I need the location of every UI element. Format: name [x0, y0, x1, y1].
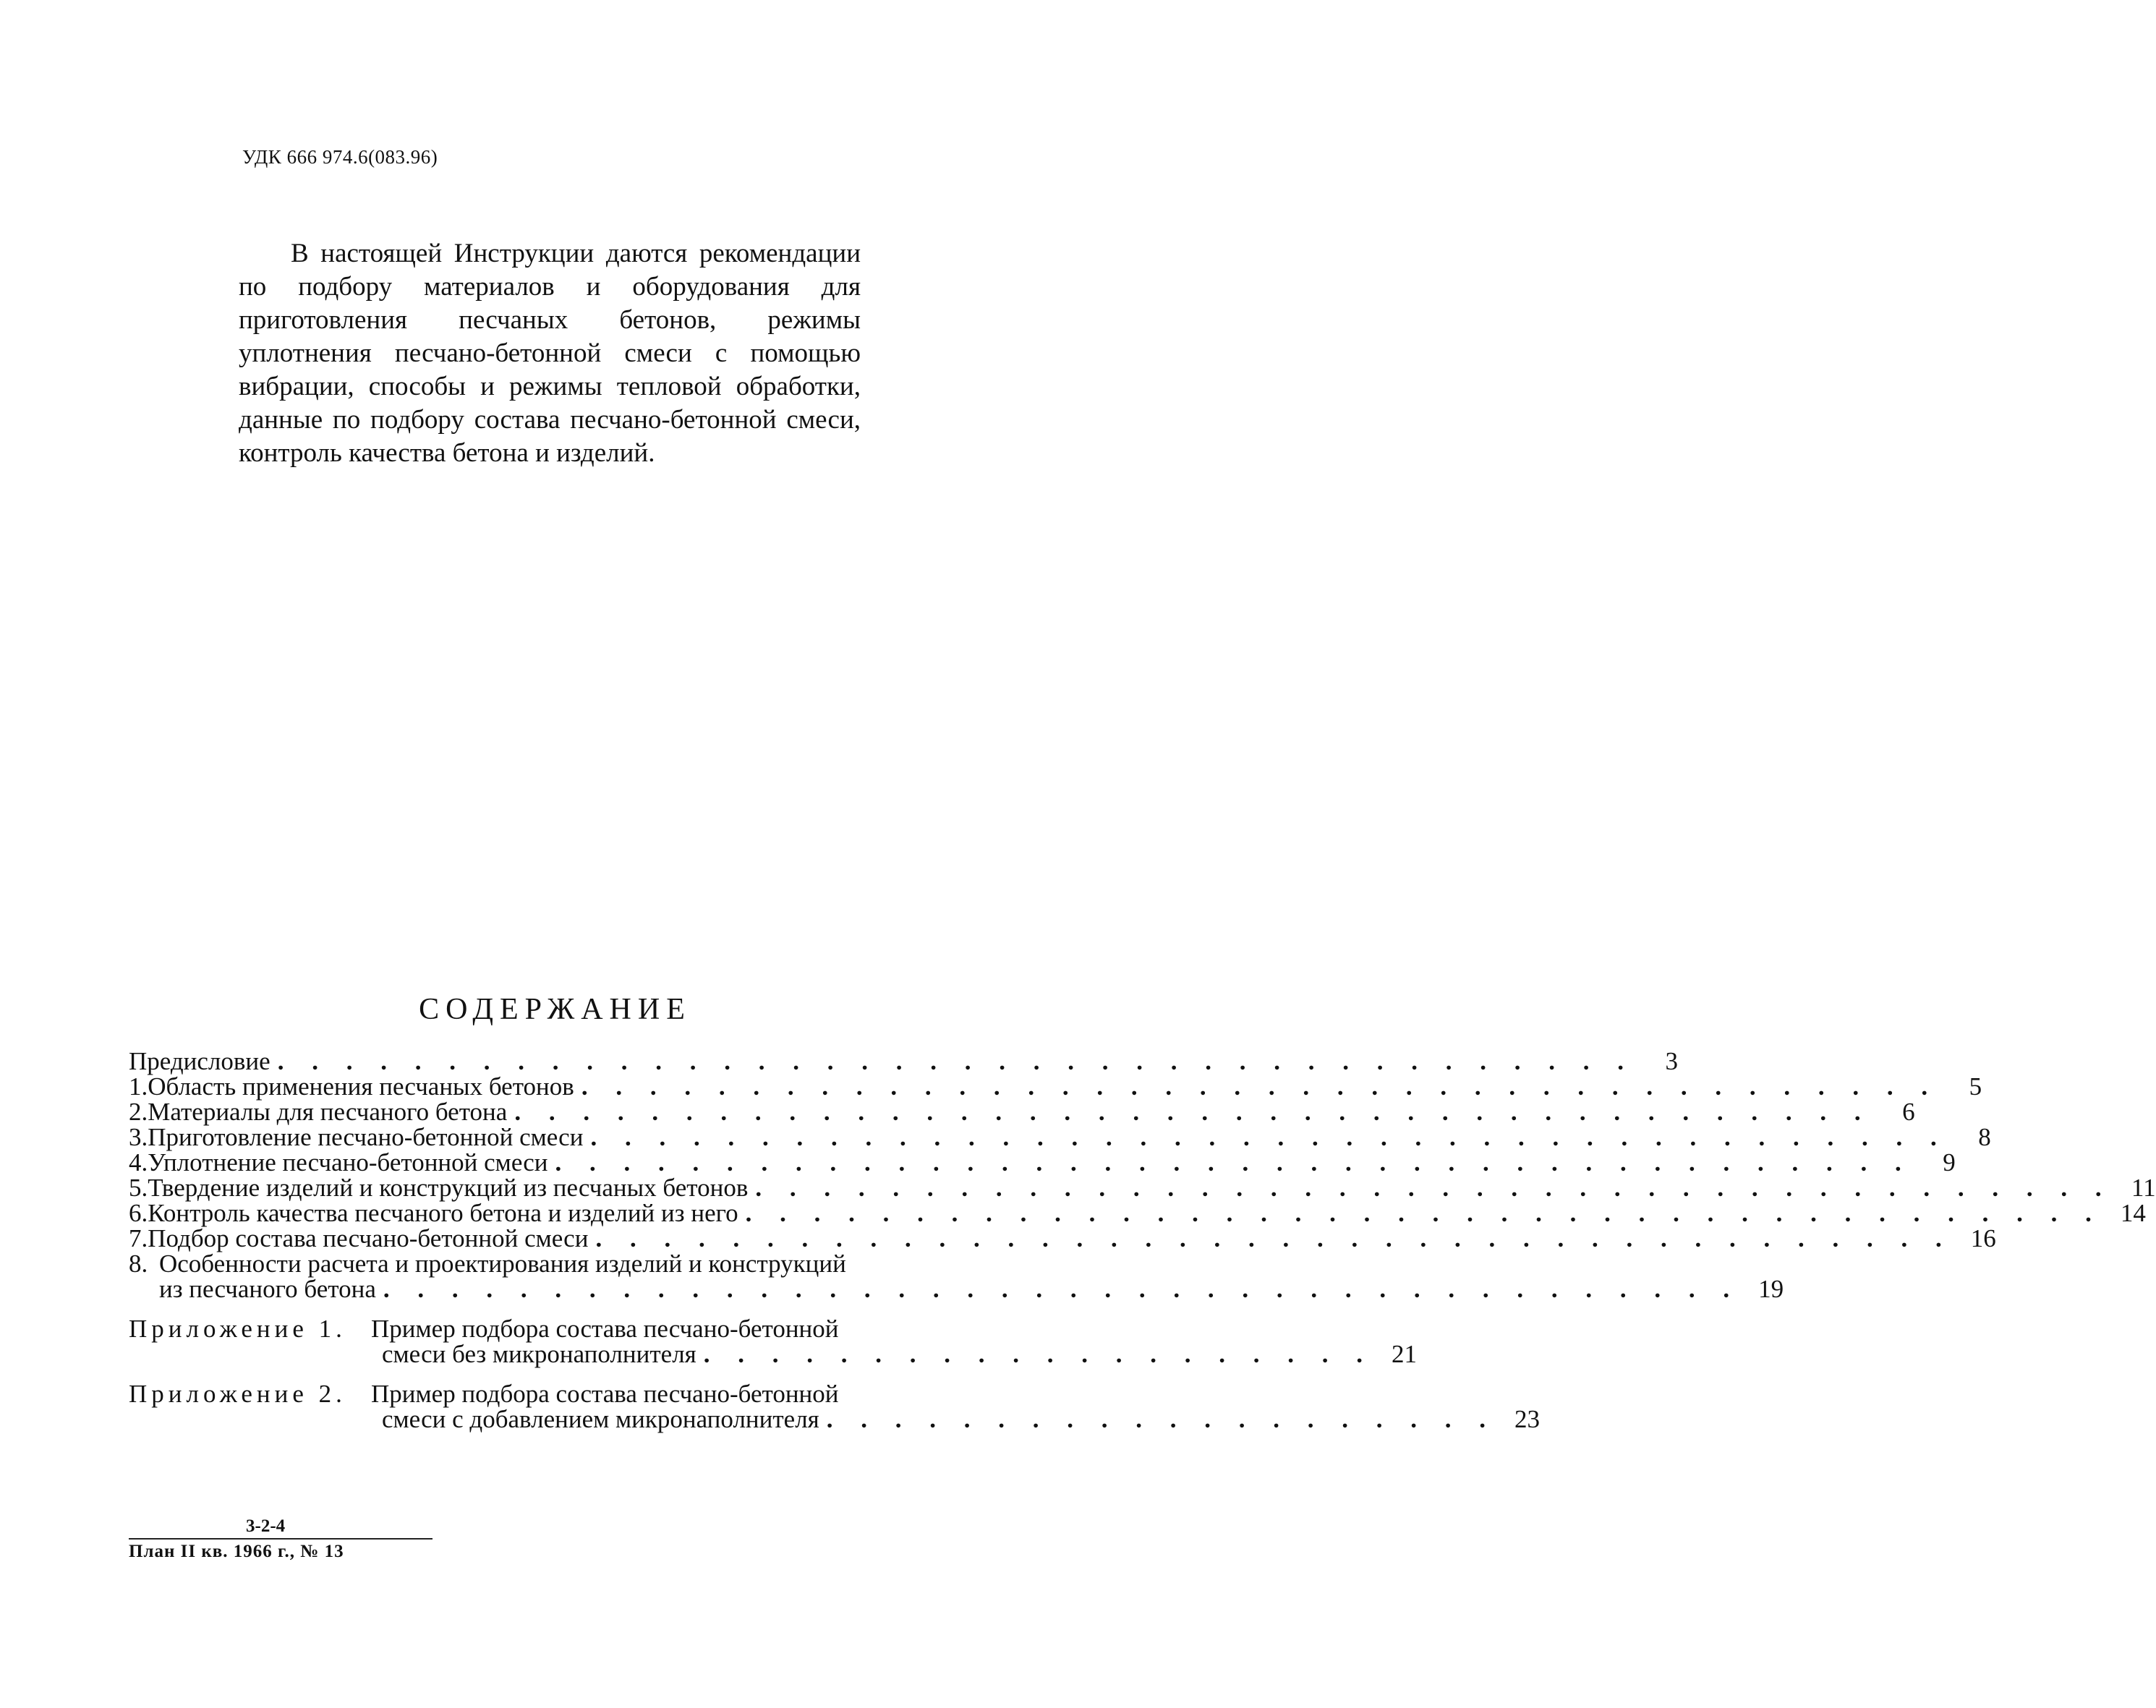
- toc-entry-2[interactable]: [129, 1098, 1915, 1126]
- toc-entry-number: 1.: [129, 1072, 148, 1101]
- toc-entry-title: Особенности расчета и проектирования изделий и конструкций: [159, 1250, 846, 1278]
- toc-entry-page: 19: [1758, 1275, 1784, 1303]
- toc-entry-page: 3: [1665, 1047, 1678, 1075]
- toc-entry-number: 8.: [129, 1250, 148, 1278]
- toc-entry-page: 8: [1978, 1123, 1991, 1151]
- toc-leader: . . . . . . . . . . . . . . . . . . . . . . . . . . . . . . . . . . . . . . . .: [745, 1199, 2102, 1227]
- toc-entry-title: Материалы для песчаного бетона: [148, 1098, 508, 1126]
- toc-entry-number: 3.: [129, 1123, 148, 1151]
- toc-entry-number: 4.: [129, 1148, 148, 1177]
- imprint: [129, 1515, 433, 1564]
- toc-leader: . . . . . . . . . . . . . . . . . . . .: [703, 1340, 1374, 1368]
- appendix-title-line1: Пример подбора состава песчано-бетонной: [371, 1315, 839, 1343]
- appendix-title-line2: смеси без микронаполнителя: [382, 1340, 696, 1368]
- toc-entry-8[interactable]: [129, 1251, 982, 1276]
- abstract-paragraph: В настоящей Инструкции даются рекомендации по подбору материалов и оборудования для приготовления песчаных бетонов, режимы уплотнения песчано-бетонной смеси с помощью вибрации, способы и режимы тепловой обработки, данные по подбору состава песчано-бетонной смеси, контроль качества бетона и изделий.: [239, 239, 861, 468]
- imprint-code: 3-2-4: [246, 1516, 286, 1536]
- toc-entry-page: 5: [1969, 1072, 1982, 1101]
- toc-entry-page: 9: [1943, 1148, 1956, 1177]
- toc-leader: . . . . . . . . . . . . . . . . . . . .: [826, 1405, 1497, 1433]
- toc-entry-page: 6: [1902, 1098, 1915, 1126]
- toc-leader: . . . . . . . . . . . . . . . . . . . . . . . . . . . . . . . . . . . . . . . .: [383, 1275, 1741, 1303]
- toc-leader: . . . . . . . . . . . . . . . . . . . . . . . . . . . . . . . . . . . . . . . .: [595, 1224, 1953, 1252]
- toc-heading: СОДЕРЖАНИЕ: [419, 993, 691, 1026]
- imprint-plan: План II кв. 1966 г., № 13: [129, 1542, 344, 1561]
- toc-leader: . . . . . . . . . . . . . . . . . . . . . . . . . . . . . . . . . . . . . . . .: [277, 1047, 1635, 1075]
- toc-entry-title: Область применения песчаных бетонов: [148, 1072, 574, 1101]
- appendix-label: Приложение 2.: [129, 1380, 346, 1408]
- toc-entry-number: 5.: [129, 1174, 148, 1202]
- toc-appendix-1[interactable]: [129, 1315, 1418, 1368]
- toc-appendix-2[interactable]: [129, 1380, 1541, 1433]
- toc-leader: . . . . . . . . . . . . . . . . . . . . . . . . . . . . . . . . . . . . . . . .: [555, 1148, 1912, 1177]
- toc-leader: . . . . . . . . . . . . . . . . . . . . . . . . . . . . . . . . . . . . . . . .: [590, 1123, 1948, 1151]
- udc-code: УДК 666 974.6(083.96): [242, 146, 438, 168]
- toc-entry-6[interactable]: [129, 1199, 2146, 1227]
- toc-entry-7[interactable]: [129, 1224, 1996, 1252]
- appendix-title-line1: Пример подбора состава песчано-бетонной: [371, 1380, 839, 1408]
- toc-leader: . . . . . . . . . . . . . . . . . . . . . . . . . . . . . . . . . . . . . . . .: [755, 1174, 2113, 1202]
- appendix-title-line2: смеси с добавлением микронаполнителя: [382, 1405, 819, 1433]
- toc-entry-title: Уплотнение песчано-бетонной смеси: [148, 1148, 548, 1177]
- toc-entry-title: Предисловие: [129, 1047, 270, 1075]
- table-of-contents: [129, 1047, 2156, 1433]
- toc-leader: . . . . . . . . . . . . . . . . . . . . . . . . . . . . . . . . . . . . . . . .: [581, 1072, 1939, 1101]
- toc-entry-page: 16: [1970, 1224, 1996, 1252]
- toc-entry-page: 11: [2131, 1174, 2156, 1202]
- toc-entry-title-continuation: из песчаного бетона: [159, 1275, 376, 1303]
- toc-entry-1[interactable]: [129, 1072, 1982, 1101]
- toc-leader: . . . . . . . . . . . . . . . . . . . . . . . . . . . . . . . . . . . . . . . .: [514, 1098, 1872, 1126]
- toc-entry-page: 14: [2120, 1199, 2146, 1227]
- toc-entry-page: 23: [1514, 1405, 1541, 1433]
- toc-entry-number: 2.: [129, 1098, 148, 1126]
- toc-entry-3[interactable]: [129, 1123, 1991, 1151]
- toc-entry-title: Подбор состава песчано-бетонной смеси: [148, 1224, 589, 1252]
- toc-entry-title: Приготовление песчано-бетонной смеси: [148, 1123, 584, 1151]
- toc-entry-title: Твердение изделий и конструкций из песчаных бетонов: [148, 1174, 749, 1202]
- toc-entry-number: 6.: [129, 1199, 148, 1227]
- toc-entry-page: 21: [1392, 1340, 1418, 1368]
- toc-entry-title: Контроль качества песчаного бетона и изделий из него: [148, 1199, 738, 1227]
- toc-entry-4[interactable]: [129, 1148, 1956, 1177]
- toc-entry-number: 7.: [129, 1224, 148, 1252]
- toc-entry-8-continuation[interactable]: [129, 1275, 1784, 1303]
- appendix-label: Приложение 1.: [129, 1315, 346, 1343]
- toc-entry-preface[interactable]: [129, 1047, 1678, 1075]
- toc-entry-5[interactable]: [129, 1174, 2156, 1202]
